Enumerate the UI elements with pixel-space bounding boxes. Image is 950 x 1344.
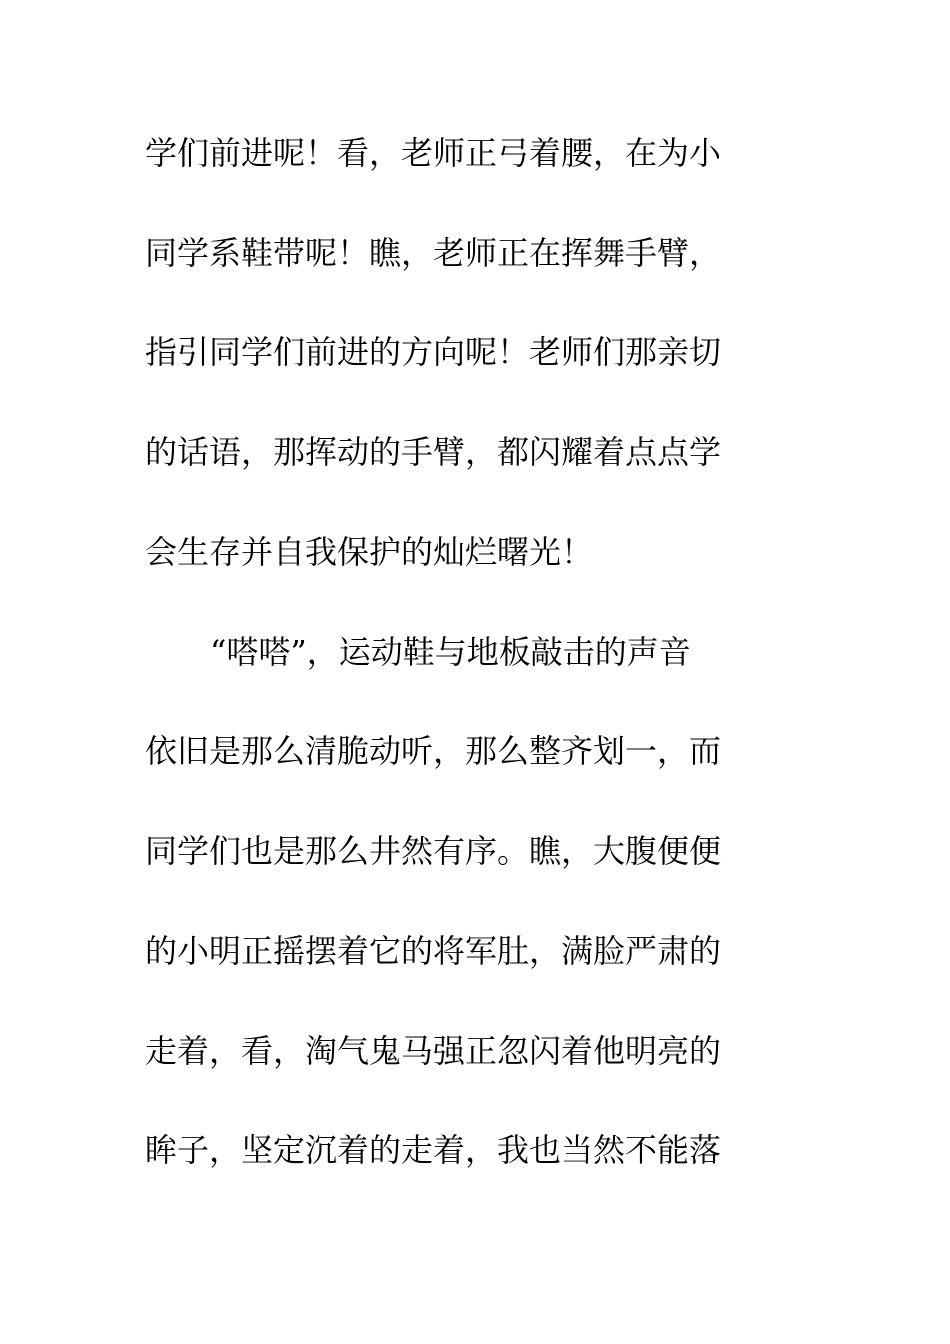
text-line: 会生存并自我保护的灿烂曙光！ <box>145 533 594 571</box>
text-line: 的话语，那挥动的手臂，都闪耀着点点学 <box>145 433 722 471</box>
text-line: 走着，看，淘气鬼马强正忽闪着他明亮的 <box>145 1032 722 1070</box>
text-line: 指引同学们前进的方向呢！老师们那亲切 <box>145 333 722 371</box>
text-line: 同学们也是那么井然有序。瞧，大腹便便 <box>145 832 722 870</box>
text-line: 学们前进呢！看，老师正弓着腰，在为小 <box>145 134 722 172</box>
text-line: 的小明正摇摆着它的将军肚，满脸严肃的 <box>145 932 722 970</box>
text-line: 依旧是那么清脆动听，那么整齐划一，而 <box>145 732 722 770</box>
text-line: 同学系鞋带呢！瞧，老师正在挥舞手臂， <box>145 234 722 272</box>
text-line: 眸子，坚定沉着的走着，我也当然不能落 <box>145 1131 722 1169</box>
paragraph-first-line: “嗒嗒”，运动鞋与地板敲击的声音 <box>210 633 691 671</box>
